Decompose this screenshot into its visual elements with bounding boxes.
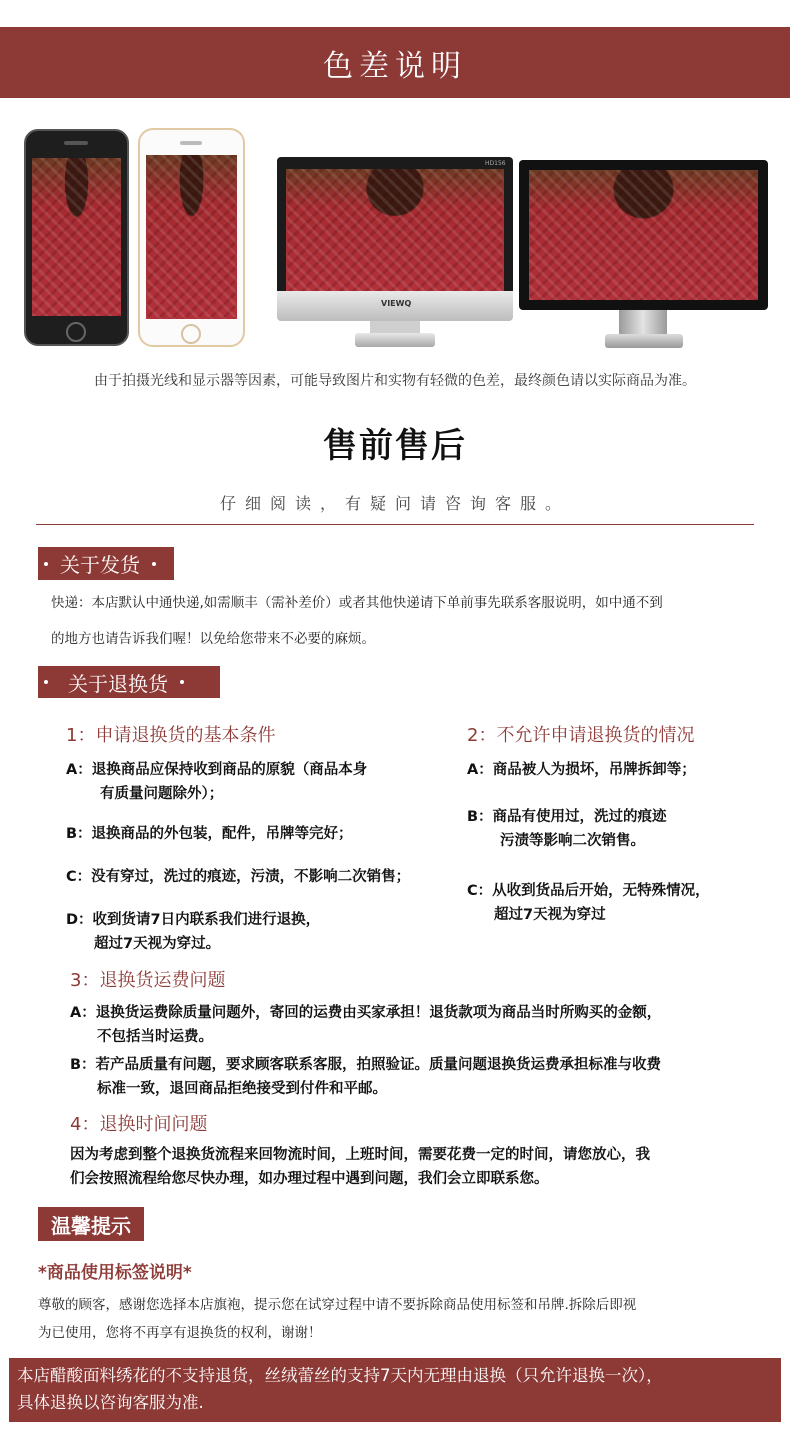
phone-screen-image xyxy=(32,158,121,316)
return-policy-notice xyxy=(9,1358,781,1422)
returns-tag-label: 关于退换货 xyxy=(68,671,168,696)
shipping-tag-label: 关于发货 xyxy=(60,553,140,577)
monitor-stand-base xyxy=(605,334,683,348)
returns-2-b-line1: B：商品有使用过，洗过的痕迹 xyxy=(467,809,667,825)
returns-3-a-line2: 不包括当时运费。 xyxy=(97,1029,213,1045)
returns-4-line1: 因为考虑到整个退换货流程来回物流时间，上班时间，需要花费一定的时间，请您放心，我 xyxy=(70,1147,650,1163)
shipping-tag xyxy=(38,547,174,580)
returns-3-b-line1: B：若产品质量有问题，要求顾客联系客服，拍照验证。质量问题退换货运费承担标准与收费 xyxy=(70,1057,662,1073)
shipping-text-line1: 快递：本店默认中通快递,如需顺丰（需补差价）或者其他快递请下单前事先联系客服说明，如中通不到 xyxy=(51,595,663,611)
returns-3-a-line1: A：退换货运费除质量问题外，寄回的运费由买家承担！退货款项为商品当时所购买的金额， xyxy=(70,1005,662,1021)
returns-3-b-line2: 标准一致，退回商品拒绝接受到付件和平邮。 xyxy=(97,1081,387,1097)
service-title: 售前售后 xyxy=(323,426,467,466)
tips-tag xyxy=(38,1207,144,1241)
phone-screen-image xyxy=(146,155,237,319)
phone-home-button xyxy=(181,324,201,344)
returns-2-c-line2: 超过7天视为穿过 xyxy=(494,907,606,923)
returns-section-2-title: 2：不允许申请退换货的情况 xyxy=(467,725,695,746)
monitor-model-label: HD156 xyxy=(485,160,506,167)
bullet-dot-icon xyxy=(152,562,156,566)
returns-section-3-title: 3：退换货运费问题 xyxy=(70,970,226,991)
monitor-brand-label: VIEWQ xyxy=(381,299,412,308)
service-subtitle: 仔细阅读，有疑问请咨询客服。 xyxy=(219,494,570,513)
returns-1-c: C：没有穿过，洗过的痕迹，污渍，不影响二次销售； xyxy=(66,869,411,885)
divider xyxy=(36,524,754,525)
device-monitor-silver xyxy=(277,157,513,349)
returns-1-a-line1: A：退换商品应保持收到商品的原貌（商品本身 xyxy=(66,762,368,778)
monitor-screen-image xyxy=(529,170,758,300)
returns-1-b: B：退换商品的外包装，配件，吊牌等完好； xyxy=(66,826,353,842)
tips-label-title: *商品使用标签说明* xyxy=(38,1263,192,1283)
phone-home-button xyxy=(66,322,86,342)
banner-title: 色差说明 xyxy=(323,48,467,84)
returns-2-c-line1: C：从收到货品后开始，无特殊情况， xyxy=(467,883,710,899)
bullet-dot-icon xyxy=(44,680,48,684)
returns-1-d-line2: 超过7天视为穿过。 xyxy=(94,936,221,952)
monitor-stand-neck xyxy=(619,310,667,336)
device-monitor-dark xyxy=(519,160,768,350)
tips-text-line2: 为已使用，您将不再享有退换货的权利，谢谢！ xyxy=(38,1325,322,1341)
tips-tag-label: 温馨提示 xyxy=(51,1213,131,1238)
returns-2-b-line2: 污渍等影响二次销售。 xyxy=(500,833,645,849)
notice-line1: 本店醋酸面料绣花的不支持退货，丝绒蕾丝的支持7天内无理由退换（只允许退换一次）， xyxy=(17,1366,663,1385)
returns-tag xyxy=(38,666,220,698)
device-white-phone xyxy=(138,128,245,347)
returns-4-line2: 们会按照流程给您尽快办理，如办理过程中遇到问题，我们会立即联系您。 xyxy=(70,1171,549,1187)
notice-line2: 具体退换以咨询客服为准. xyxy=(17,1393,204,1412)
returns-1-d-line1: D：收到货请7日内联系我们进行退换， xyxy=(66,912,321,928)
returns-1-a-line2: 有质量问题除外）； xyxy=(100,786,224,802)
returns-section-1-title: 1：申请退换货的基本条件 xyxy=(66,725,276,746)
shipping-text-line2: 的地方也请告诉我们喔！以免给您带来不必要的麻烦。 xyxy=(51,631,375,647)
color-difference-caption: 由于拍摄光线和显示器等因素，可能导致图片和实物有轻微的色差，最终颜色请以实际商品为准。 xyxy=(94,373,696,389)
tips-text-line1: 尊敬的顾客，感谢您选择本店旗袍，提示您在试穿过程中请不要拆除商品使用标签和吊牌.拆除后即视 xyxy=(38,1297,637,1313)
monitor-stand-base xyxy=(355,333,435,347)
phone-speaker xyxy=(64,141,88,145)
returns-section-4-title: 4：退换时间问题 xyxy=(70,1114,208,1135)
phone-speaker xyxy=(180,141,202,145)
color-difference-banner xyxy=(0,27,790,98)
device-black-phone xyxy=(24,129,129,346)
bullet-dot-icon xyxy=(44,562,48,566)
bullet-dot-icon xyxy=(180,680,184,684)
monitor-screen-image xyxy=(286,169,504,295)
returns-2-a: A：商品被人为损坏，吊牌拆卸等； xyxy=(467,762,696,778)
